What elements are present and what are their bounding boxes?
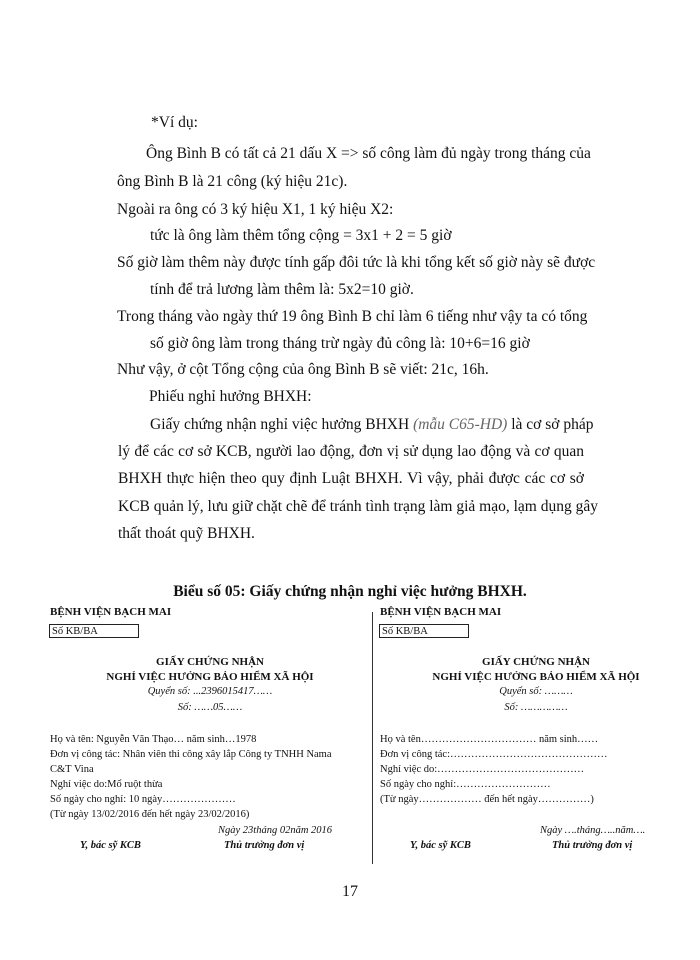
- form-subtitle: NGHỈ VIỆC HƯỞNG BẢO HIỂM XÃ HỘI: [106, 671, 314, 683]
- paragraph-line: Trong tháng vào ngày thứ 19 ông Bình B chỉ làm 6 tiếng như vậy ta có tổng: [117, 308, 588, 325]
- justified-line-1: [150, 416, 594, 434]
- paragraph-line: Số giờ làm thêm này được tính gấp đôi tức là khi tổng kết số giờ này sẽ được: [117, 254, 596, 271]
- text-span: Giấy chứng nhận nghỉ việc hưởng BHXH: [150, 416, 414, 433]
- serial-number: Số: ……05……: [177, 702, 243, 713]
- head-signature-label: Thủ trưởng đơn vị: [224, 840, 305, 851]
- paragraph-line: ông Bình B là 21 công (ký hiệu 21c).: [117, 173, 348, 190]
- reason-row: Nghỉ việc do:……………………………………: [380, 764, 585, 775]
- range-row: (Từ ngày……………… đến hết ngày……………): [380, 794, 594, 805]
- paragraph-line: Ngoài ra ông có 3 ký hiệu X1, 1 ký hiệu X2:: [117, 201, 394, 218]
- book-number: Quyển số: ...2396015417……: [147, 686, 273, 697]
- justified-line: thất thoát quỹ BHXH.: [118, 525, 255, 542]
- hospital-name: BỆNH VIỆN BẠCH MAI: [380, 606, 502, 618]
- column-divider: [372, 612, 373, 864]
- form-subtitle: NGHỈ VIỆC HƯỞNG BẢO HIỂM XÃ HỘI: [432, 671, 640, 683]
- name-row: Họ và tên…………………………… năm sinh……: [380, 734, 599, 745]
- serial-number: Số: ……………: [504, 702, 568, 713]
- form-title: GIẤY CHỨNG NHẬN: [156, 656, 264, 668]
- record-number-box: Số KB/BA: [379, 624, 469, 638]
- form-title: GIẤY CHỨNG NHẬN: [482, 656, 590, 668]
- paragraph-line: số giờ ông làm trong tháng trừ ngày đủ công là: 10+6=16 giờ: [150, 335, 530, 352]
- paragraph-line: Phiếu nghỉ hưởng BHXH:: [149, 388, 312, 405]
- doctor-signature-label: Y, bác sỹ KCB: [80, 840, 141, 851]
- form-code: (mẫu C65-HD): [413, 416, 508, 433]
- justified-line: BHXH thực hiện theo quy định Luật BHXH. Vì vậy, phải được các cơ sở: [118, 470, 584, 487]
- sign-date: Ngày 23tháng 02năm 2016: [218, 825, 333, 836]
- paragraph-line: Ông Bình B có tất cả 21 dấu X => số công làm đủ ngày trong tháng của: [146, 145, 591, 162]
- paragraph-line: tính để trả lương làm thêm là: 5x2=10 giờ.: [150, 281, 414, 298]
- hospital-name: BỆNH VIỆN BẠCH MAI: [50, 606, 172, 618]
- head-signature-label: Thủ trưởng đơn vị: [552, 840, 633, 851]
- reason-row: Nghỉ việc do:Mổ ruột thừa: [50, 779, 163, 790]
- record-number-box: Số KB/BA: [49, 624, 139, 638]
- paragraph-line: Như vậy, ở cột Tổng cộng của ông Bình B sẽ viết: 21c, 16h.: [117, 361, 489, 378]
- unit-row-cont: C&T Vina: [50, 764, 94, 775]
- paragraph-line: tức là ông làm thêm tổng cộng = 3x1 + 2 = 5 giờ: [150, 227, 452, 244]
- book-number: Quyển số: ………: [499, 686, 573, 697]
- unit-row: Đơn vị công tác: Nhân viên thi công xây lắp Công ty TNHH Nama: [50, 749, 332, 760]
- justified-line: KCB quản lý, lưu giữ chặt chẽ để tránh tình trạng làm giả mạo, lạm dụng gây: [118, 498, 598, 515]
- days-row: Số ngày cho nghỉ:………………………: [380, 779, 551, 790]
- justified-line: lý để các cơ sở KCB, người lao động, đơn vị sử dụng lao động và cơ quan: [118, 443, 584, 460]
- range-row: (Từ ngày 13/02/2016 đến hết ngày 23/02/2016): [50, 809, 250, 820]
- doctor-signature-label: Y, bác sỹ KCB: [410, 840, 471, 851]
- days-row: Số ngày cho nghỉ: 10 ngày…………………: [50, 794, 236, 805]
- name-row: Họ và tên: Nguyễn Văn Thạo… năm sinh…1978: [50, 734, 257, 745]
- text-span: là cơ sở pháp: [507, 416, 594, 433]
- figure-caption: Biểu số 05: Giấy chứng nhận nghỉ việc hưởng BHXH.: [173, 583, 527, 600]
- page-number: 17: [342, 883, 358, 900]
- sign-date: Ngày ….tháng…..năm….: [540, 825, 646, 836]
- example-heading: *Ví dụ:: [151, 114, 198, 131]
- unit-row: Đơn vị công tác:………………………………………: [380, 749, 608, 760]
